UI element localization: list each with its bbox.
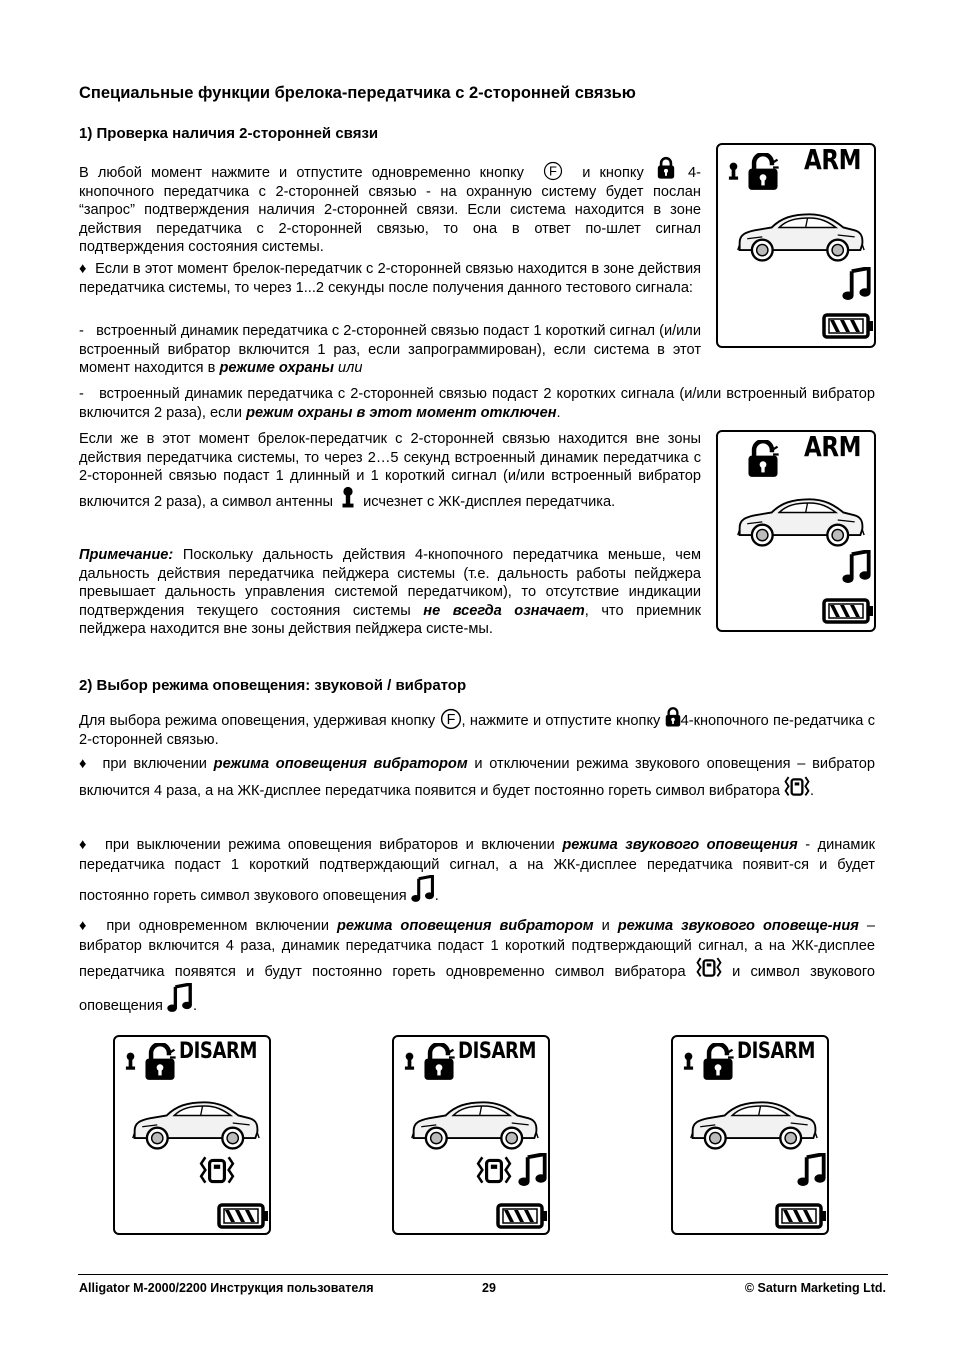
section1-heading: 1) Проверка наличия 2-сторонней связи: [79, 125, 379, 142]
section1-note: Примечание: Поскольку дальность действия 4-кнопочного передатчика меньше, чем дальность действия передатчика пейджера системы (т.е. дальность работы пейджера превышает дальность управления системой передатчиком), то отсутствие индикации подтверждения текущего состояния системы не всегда означает, что приемник пейджера находится вне зоны действия пейджера систе-мы.: [79, 547, 702, 637]
music-note-icon: [518, 1153, 548, 1187]
antenna-icon: [404, 1051, 415, 1071]
f-button-icon: [440, 708, 462, 730]
antenna-icon: [728, 161, 739, 181]
arm-label: ARM: [804, 143, 862, 176]
car-icon: [129, 1093, 261, 1153]
battery-icon: [217, 1203, 269, 1229]
lock-icon: [422, 1043, 456, 1081]
battery-icon: [775, 1203, 827, 1229]
lcd-display-disarm-vibrator-sound: [392, 1035, 550, 1235]
antenna-icon: [683, 1051, 694, 1071]
svg-text:F: F: [446, 711, 455, 728]
svg-text:F: F: [549, 163, 558, 179]
music-note-icon: [167, 983, 193, 1013]
antenna-icon: [341, 486, 355, 508]
lock-icon: [143, 1043, 177, 1081]
car-icon: [408, 1093, 540, 1153]
lock-icon: [746, 440, 780, 478]
music-note-icon: [797, 1153, 827, 1187]
section2-heading: 2) Выбор режима оповещения: звуковой / вибратор: [79, 677, 467, 694]
lock-icon: [701, 1043, 735, 1081]
music-note-icon: [411, 875, 435, 903]
footer-rule: [78, 1274, 888, 1275]
lock-button-icon: [657, 156, 675, 180]
music-note-icon: [842, 550, 872, 584]
section1-para1: В любой момент нажмите и отпустите одновременно кнопку F и кнопку 4-кнопочного передатчика с 2-сторонней связью - на охранную систему будет послан “запрос” подтверждения наличия 2-сторонней связи. Если система находится в зоне действия передатчика с 2-сторонней связью, то она в ответ по-шлет сигнал подтверждения состояния системы.: [79, 156, 701, 257]
section2-para1: Для выбора режима оповещения, удерживая кнопку F , нажмите и отпустите кнопку 4-кнопочного пе-редатчика с 2-сторонней связью.: [79, 706, 875, 749]
f-button-icon: [543, 161, 563, 181]
lcd-display-disarm-sound: [671, 1035, 829, 1235]
page-number: 29: [482, 1281, 496, 1295]
vibrator-icon: [696, 956, 722, 980]
arm-label: ARM: [804, 430, 862, 463]
bullet-icon: ♦: [79, 756, 90, 772]
footer-left: Alligator M-2000/2200 Инструкция пользователя: [79, 1281, 374, 1295]
lcd-display-arm-connected: [716, 143, 876, 348]
bullet-icon: ♦: [79, 918, 91, 934]
battery-icon: [822, 313, 874, 339]
battery-icon: [496, 1203, 548, 1229]
car-icon: [687, 1093, 819, 1153]
lcd-display-arm-no-link: [716, 430, 876, 632]
bullet-icon: ♦: [79, 261, 87, 277]
lock-button-icon: [665, 706, 681, 728]
vibrator-icon: [476, 1155, 512, 1187]
section1-para3: - встроенный динамик передатчика с 2-сторонней связью подаст 1 короткий сигнал (и/или встроенный вибратор включится 1 раз, если запрограммирован), если система в этот момент находится в режиме охраны или: [79, 323, 701, 376]
car-icon: [734, 490, 866, 550]
section1-para4: - встроенный динамик передатчика с 2-сторонней связью подаст 2 коротких сигнала (и/или встроенный вибратор включится 2 раза), если режим охраны в этот момент отключен.: [79, 386, 875, 421]
vibrator-icon: [784, 775, 810, 799]
music-note-icon: [842, 267, 872, 301]
page-title: Специальные функции брелока-передатчика с 2-сторонней связью: [79, 84, 636, 102]
lcd-display-disarm-vibrator: [113, 1035, 271, 1235]
battery-icon: [822, 598, 874, 624]
disarm-label: DISARM: [179, 1039, 258, 1064]
footer-right: © Saturn Marketing Ltd.: [744, 1281, 886, 1295]
section1-para2: ♦ Если в этот момент брелок-передатчик с 2-сторонней связью находится в зоне действия передатчика системы, то через 1...2 секунды после получения данного тестового сигнала:: [79, 261, 701, 296]
antenna-icon: [125, 1051, 136, 1071]
car-icon: [734, 205, 866, 265]
vibrator-icon: [199, 1155, 235, 1187]
section2-bullet2: ♦ при выключении режима оповещения вибраторов и включении режима звукового оповещения - динамик передатчика подаст 1 короткий подтверждающий сигнал, а на ЖК-дисплее передатчика появит-ся и будет постоянно гореть символ звукового оповещения .: [79, 837, 875, 904]
bullet-icon: ♦: [79, 837, 90, 853]
disarm-label: DISARM: [458, 1039, 537, 1064]
section1-para5: Если же в этот момент брелок-передатчик с 2-сторонней связью находится вне зоны действия передатчика системы, то через 2…5 секунд встроенный динамик передатчика с 2-сторонней связью подаст 1 длинный и 1 короткий сигнал (и/или встроенный вибратор включится 2 раза), а символ антенны исчезнет с ЖК-дисплея передатчика.: [79, 431, 701, 510]
disarm-label: DISARM: [737, 1039, 816, 1064]
lock-icon: [746, 153, 780, 191]
section2-bullet1: ♦ при включении режима оповещения вибратором и отключении режима звукового оповещения – вибратор включится 4 раза, а на ЖК-дисплее передатчика появится и будет постоянно гореть символ вибратора .: [79, 756, 876, 799]
section2-bullet3: ♦ при одновременном включении режима оповещения вибратором и режима звукового оповеще-ния – вибратор включится 4 раза, динамик передатчика подаст 1 короткий подтверждающий сигнал, а на ЖК-дисплее передатчика появятся и будут постоянно гореть одновременно символ вибратора и символ звукового оповещения .: [79, 918, 875, 1014]
